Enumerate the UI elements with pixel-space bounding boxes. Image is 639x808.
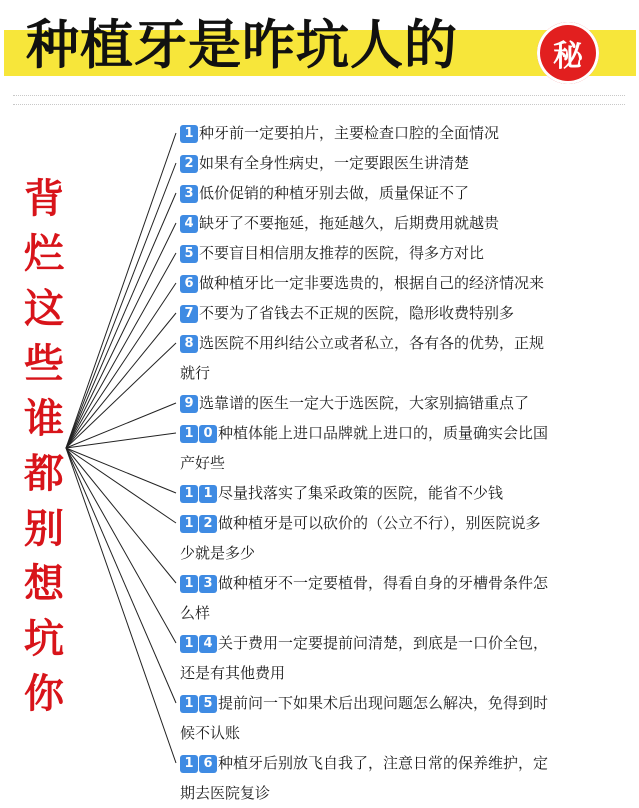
number-badge: 8 <box>180 335 198 353</box>
connector-line <box>66 448 176 523</box>
connector-line <box>66 448 176 583</box>
list-item <box>180 388 630 418</box>
list-item <box>180 208 630 238</box>
item-text: 尽量找落实了集采政策的医院，能省不少钱 <box>218 484 504 502</box>
side-char: 烂 <box>24 231 64 277</box>
connector-line <box>66 193 176 448</box>
item-text: 选靠谱的医生一定大于选医院，大家别搞错重点了 <box>199 394 530 412</box>
list-item <box>180 478 630 508</box>
connector-line <box>66 283 176 448</box>
number-badge: 2 <box>180 155 198 173</box>
item-text: 不要盲目相信朋友推荐的医院，得多方对比 <box>199 244 485 262</box>
number-badge: 5 <box>180 245 198 263</box>
list-item <box>180 628 630 688</box>
item-text: 不要为了省钱去不正规的医院，隐形收费特别多 <box>199 304 515 322</box>
connector-line <box>66 448 176 703</box>
number-badge: 1 <box>180 575 198 593</box>
list-item <box>180 268 630 298</box>
item-text: 期去医院复诊 <box>180 784 271 802</box>
list-item <box>180 148 630 178</box>
connector-line <box>66 433 176 448</box>
item-text: 缺牙了不要拖延，拖延越久，后期费用就越贵 <box>199 214 500 232</box>
item-text: 做种植牙比一定非要选贵的，根据自己的经济情况来 <box>199 274 545 292</box>
header <box>0 0 639 95</box>
list-item <box>180 118 630 148</box>
item-text: 少就是多少 <box>180 544 256 562</box>
list-item <box>180 748 630 808</box>
dotted-divider <box>13 95 625 96</box>
side-char: 背 <box>24 176 64 222</box>
number-badge: 5 <box>199 695 217 713</box>
number-badge: 1 <box>180 485 198 503</box>
connector-line <box>66 253 176 448</box>
item-text: 低价促销的种植牙别去做，质量保证不了 <box>199 184 470 202</box>
secret-badge: 秘 <box>537 22 599 84</box>
item-text: 产好些 <box>180 454 226 472</box>
item-text: 做种植牙是可以砍价的（公立不行），别医院说多 <box>218 514 541 532</box>
number-badge: 1 <box>180 635 198 653</box>
side-char: 些 <box>24 341 64 387</box>
page-title: 种植牙是咋坑人的 <box>26 15 458 76</box>
connector-line <box>66 343 176 448</box>
list-item <box>180 688 630 748</box>
side-char: 谁 <box>24 396 64 442</box>
number-badge: 6 <box>180 275 198 293</box>
number-badge: 1 <box>180 125 198 143</box>
list-item <box>180 238 630 268</box>
number-badge: 9 <box>180 395 198 413</box>
number-badge: 3 <box>180 185 198 203</box>
side-char: 都 <box>24 451 64 497</box>
connector-line <box>66 448 176 493</box>
list-item <box>180 328 630 388</box>
connector-line <box>66 223 176 448</box>
number-badge: 1 <box>180 755 198 773</box>
list-item <box>180 418 630 478</box>
number-badge: 4 <box>180 215 198 233</box>
list-item <box>180 298 630 328</box>
item-text: 关于费用一定要提前问清楚，到底是一口价全包， <box>218 634 549 652</box>
number-badge: 7 <box>180 305 198 323</box>
item-text: 提前问一下如果术后出现问题怎么解决，免得到时 <box>218 694 549 712</box>
side-char: 坑 <box>24 616 64 662</box>
item-text: 做种植牙不一定要植骨，得看自身的牙槽骨条件怎 <box>218 574 549 592</box>
number-badge: 4 <box>199 635 217 653</box>
number-badge: 1 <box>180 515 198 533</box>
number-badge: 1 <box>180 695 198 713</box>
list-item <box>180 178 630 208</box>
side-char: 这 <box>24 286 64 332</box>
item-text: 种植牙后别放飞自我了，注意日常的保养维护，定 <box>218 754 549 772</box>
connector-line <box>66 163 176 448</box>
connector-line <box>66 448 176 763</box>
connector-line <box>66 133 176 448</box>
side-char: 你 <box>24 671 64 717</box>
number-badge: 3 <box>199 575 217 593</box>
connector-line <box>66 448 176 643</box>
list-item <box>180 508 630 568</box>
number-badge: 1 <box>180 425 198 443</box>
item-text: 如果有全身性病史，一定要跟医生讲清楚 <box>199 154 470 172</box>
side-vertical-text <box>18 172 70 722</box>
number-badge: 0 <box>199 425 217 443</box>
number-badge: 1 <box>199 485 217 503</box>
item-text: 选医院不用纠结公立或者私立，各有各的优势，正规 <box>199 334 545 352</box>
item-text: 种牙前一定要拍片，主要检查口腔的全面情况 <box>199 124 500 142</box>
item-text: 候不认账 <box>180 724 241 742</box>
side-char: 别 <box>24 506 64 552</box>
connector-line <box>66 403 176 448</box>
item-text: 种植体能上进口品牌就上进口的，质量确实会比国 <box>218 424 549 442</box>
list-item <box>180 568 630 628</box>
item-text: 么样 <box>180 604 211 622</box>
dotted-divider <box>13 104 625 105</box>
item-text: 就行 <box>180 364 211 382</box>
side-char: 想 <box>24 561 64 607</box>
number-badge: 2 <box>199 515 217 533</box>
connector-line <box>66 313 176 448</box>
number-badge: 6 <box>199 755 217 773</box>
item-text: 还是有其他费用 <box>180 664 286 682</box>
